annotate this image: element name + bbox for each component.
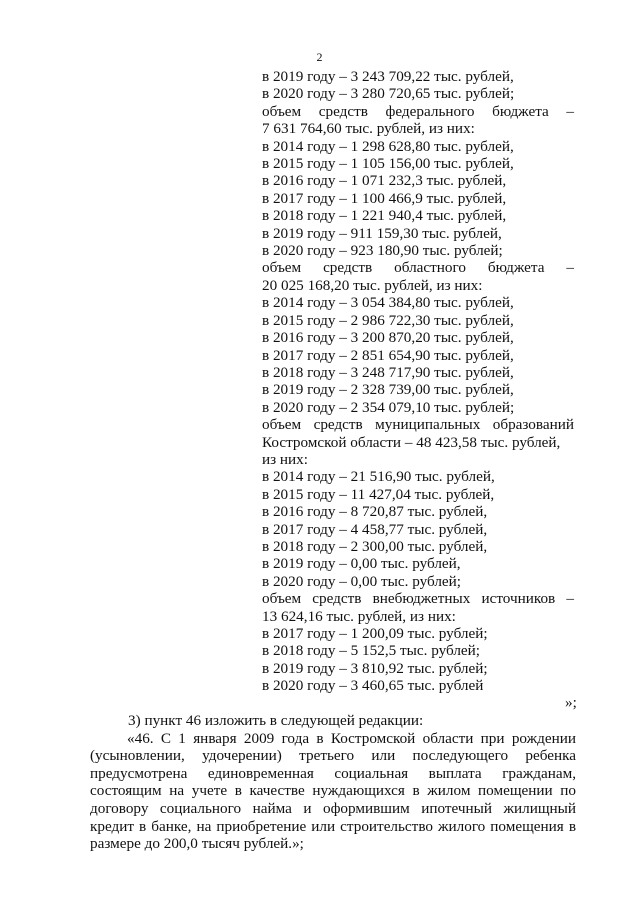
amount-line: в 2019 году – 2 328 739,00 тыс. рублей, [262,381,514,399]
amount-line: объем средств внебюджетных источников – [262,590,574,608]
amount-line: в 2014 году – 21 516,90 тыс. рублей, [262,468,495,486]
amount-line: объем средств федерального бюджета – [262,102,574,120]
amount-line: в 2016 году – 1 071 232,3 тыс. рублей, [262,172,507,190]
amount-line: 7 631 764,60 тыс. рублей, из них: [262,120,475,138]
amount-line: объем средств областного бюджета – [262,259,574,277]
amount-line: в 2020 году – 3 460,65 тыс. рублей [262,677,484,695]
amount-line: в 2014 году – 1 298 628,80 тыс. рублей, [262,137,514,155]
amount-line: 20 025 168,20 тыс. рублей, из них: [262,276,483,294]
page-number: 2 [316,50,323,64]
amount-line: в 2020 году – 0,00 тыс. рублей; [262,572,462,590]
item-heading: 3) пункт 46 изложить в следующей редакции: [128,712,424,729]
amount-line: в 2015 году – 1 105 156,00 тыс. рублей, [262,155,514,173]
amount-line: в 2017 году – 1 100 466,9 тыс. рублей, [262,189,507,207]
amount-line: в 2017 году – 1 200,09 тыс. рублей; [262,625,488,642]
amount-line: в 2020 году – 3 280 720,65 тыс. рублей; [262,85,515,103]
amount-line: в 2016 году – 8 720,87 тыс. рублей, [262,503,488,521]
amount-line: в 2015 году – 2 986 722,30 тыс. рублей, [262,311,514,329]
amount-line: Костромской области – 48 423,58 тыс. рублей, [262,433,561,451]
amount-line: в 2016 году – 3 200 870,20 тыс. рублей, [262,329,514,347]
amount-line: в 2019 году – 0,00 тыс. рублей, [262,555,461,573]
amount-line: в 2019 году – 3 243 709,22 тыс. рублей, [262,68,514,85]
amount-line: в 2017 году – 4 458,77 тыс. рублей, [262,520,488,538]
amount-line: 13 624,16 тыс. рублей, из них: [262,607,456,625]
funding-amounts-column [262,68,574,695]
amount-line: в 2020 году – 923 180,90 тыс. рублей; [262,242,503,260]
amount-line: в 2018 году – 3 248 717,90 тыс. рублей, [262,363,514,381]
amount-line: в 2018 году – 5 152,5 тыс. рублей; [262,642,480,660]
closing-quote: »; [565,694,577,711]
amount-line: в 2015 году – 11 427,04 тыс. рублей, [262,485,495,503]
amount-line: объем средств муниципальных образований [262,416,574,434]
amount-line: в 2018 году – 2 300,00 тыс. рублей, [262,537,488,555]
amount-line: в 2017 году – 2 851 654,90 тыс. рублей, [262,346,514,364]
amount-line: из них: [262,450,308,468]
amount-line: в 2020 году – 2 354 079,10 тыс. рублей; [262,398,515,416]
amount-line: в 2019 году – 911 159,30 тыс. рублей, [262,224,502,242]
item-text: «46. С 1 января 2009 года в Костромской области при рождении (усыновлении, удочерении) третьего или последующего ребенка предусмотрена единовременная социальная выплата гражданам, состоящим на учете в качестве нуждающихся в жилом помещении по договору социального найма и оформившим ипотечный жилищный кредит в банке, на приобретение или строительство жилого помещения в размере до 200,0 тысяч рублей.»; [90,729,576,853]
amendment-block [90,712,576,853]
amount-line: в 2018 году – 1 221 940,4 тыс. рублей, [262,207,507,225]
amount-line: в 2014 году – 3 054 384,80 тыс. рублей, [262,294,514,312]
amount-line: в 2019 году – 3 810,92 тыс. рублей; [262,659,488,677]
